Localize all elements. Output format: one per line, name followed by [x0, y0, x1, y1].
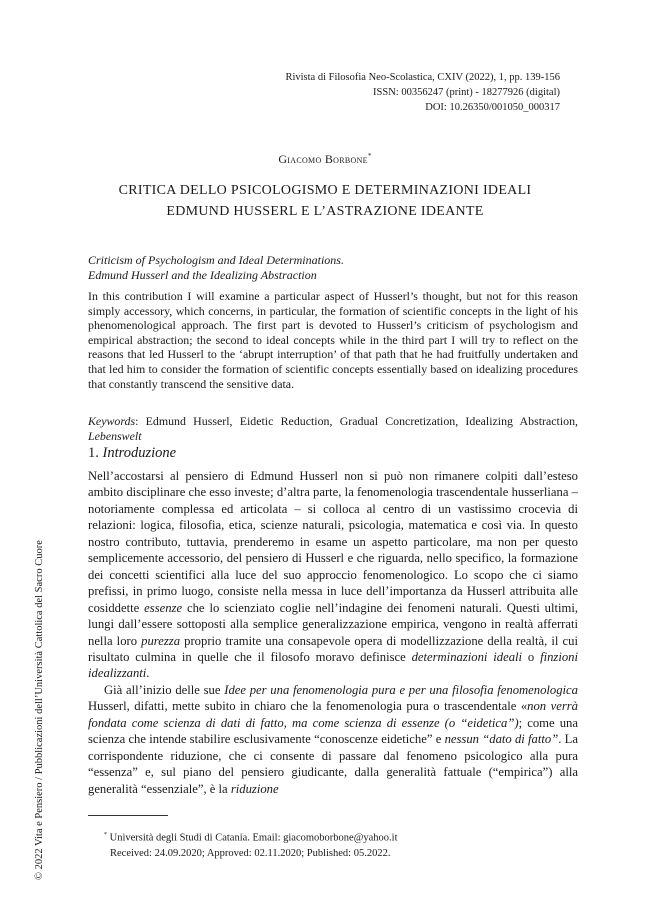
p2-italic-3: nessun “dato di fatto”	[444, 732, 559, 747]
journal-header	[285, 70, 560, 115]
article-title	[0, 180, 650, 222]
english-title	[88, 253, 578, 283]
footnote-affiliation-line	[104, 828, 398, 846]
p2-italic-1: Idee per una fenomenologia pura e per una filosofia fenomenologica	[224, 682, 578, 697]
title-line-2: EDMUND HUSSERL E L’ASTRAZIONE IDEANTE	[166, 204, 484, 219]
p1-text-2: che lo scienziato coglie nell’indagine dei fenomeni naturali. Questi ultimi, lungi dall’essere sottoposti alla semplice generalizzazione empirica, vengono in realtà afferrati nella loro	[88, 600, 578, 648]
footnote	[104, 828, 398, 861]
doi-line: DOI: 10.26350/001050_000317	[425, 102, 560, 113]
section-heading	[88, 445, 176, 462]
side-copyright: © 2022 Vita e Pensiero / Pubblicazioni dell’Università Cattolica del Sacro Cuore	[34, 540, 45, 880]
footnote-dates: Received: 24.09.2020; Approved: 02.11.2020; Published: 05.2022.	[110, 847, 391, 859]
keywords-label: Keywords	[88, 414, 136, 428]
p2-text-4: . La corrispondente riduzione, che ci consente di passare dal fenomeno psicologico alla pura “essenza” e, sul piano del pensiero giudicante, dalla generalità fattuale (“empirica”) alla generalità “essenziale”, è la	[88, 732, 579, 796]
p1-italic-4: finzioni idealizzanti	[88, 649, 578, 681]
p1-italic-2: purezza	[141, 633, 181, 648]
p2-text-1: Già all’inizio delle sue	[104, 682, 225, 697]
section-title: Introduzione	[102, 445, 177, 461]
author-footnote-marker: *	[367, 152, 372, 160]
body-text	[88, 468, 578, 797]
journal-citation: Rivista di Filosofia Neo-Scolastica, CXIV (2022), 1, pp. 139-156	[285, 72, 560, 83]
p2-text-3: ; come una scienza che intende stabilire esclusivamente “conoscenze eidetiche” e	[88, 715, 578, 747]
title-line-1: CRITICA DELLO PSICOLOGISMO E DETERMINAZIONI IDEALI	[118, 183, 532, 198]
p1-text-5: .	[146, 666, 150, 681]
footnote-separator	[88, 815, 168, 816]
p1-italic-1: essenze	[144, 600, 183, 615]
p1-text-1: Nell’accostarsi al pensiero di Edmund Husserl non si può non rimanere colpiti dall’esteso ambito disciplinare che esso investe; d’altra parte, la fenomenologia trascendentale husserliana – notoriamente complessa ed articolata – si colloca al centro di un vastissimo crocevia di relazioni: logica, filosofia, etica, scienze naturali, psicologia, matematica e così via. In questo nostro contributo, tuttavia, prenderemo in esame un aspetto particolare, ma non per questo semplicemente accessorio, del pensiero di Husserl e che riguarda, nello specifico, la formazione dei concetti scientifici alla luce del suo approccio fenomenologico. Lo scopo che ci siamo prefissi, in primo luogo, consiste nella messa in luce dell’importanza da Husserl attribuita alle cosiddette	[88, 469, 578, 615]
section-number: 1.	[88, 445, 99, 461]
keywords	[88, 414, 578, 443]
p1-text-4: o	[522, 649, 541, 664]
keywords-last: Lebenswelt	[88, 428, 142, 443]
author-name-text: Giacomo Borbone	[278, 152, 368, 166]
p2-italic-4: riduzione	[230, 781, 279, 796]
footnote-affiliation: Università degli Studi di Catania. Email: giacomoborbone@yahoo.it	[109, 832, 398, 844]
english-title-line-2: Edmund Husserl and the Idealizing Abstraction	[88, 268, 317, 282]
author-name	[0, 152, 650, 167]
p1-text-3: proprio tramite una consapevole opera di modellizzazione della realtà, il cui risultato culmina in quelle che il filosofo moravo definisce	[88, 633, 578, 664]
abstract: In this contribution I will examine a particular aspect of Husserl’s thought, but not for this reason simply accessory, which concerns, in particular, the formation of scientific concepts in the light of his phenomenological approach. The first part is devoted to Husserl’s criticism of psychologism and empirical abstraction; the second to ideal concepts while in the third part I will try to reflect on the reasons that led Husserl to the ‘abrupt interruption’ of that path that he had fruitfully undertaken and that led him to consider the formation of scientific concepts essentially based on idealizing procedures that constantly transcend the sensitive data.	[88, 289, 578, 391]
paragraph-1	[88, 468, 578, 682]
issn-line: ISSN: 00356247 (print) - 18277926 (digital)	[373, 87, 560, 98]
footnote-marker: *	[104, 832, 107, 838]
english-title-line-1: Criticism of Psychologism and Ideal Determinations.	[88, 253, 344, 267]
p2-text-2: Husserl, difatti, mette subito in chiaro che la fenomenologia pura o trascendentale «	[88, 699, 528, 714]
paragraph-2	[88, 682, 578, 797]
p1-italic-3: determinazioni ideali	[411, 649, 523, 664]
p2-italic-2: non verrà fondata come scienza di dati di fatto, ma come scienza di essenze (o “eidetica”)	[88, 699, 578, 730]
keywords-list: : Edmund Husserl, Eidetic Reduction, Gradual Concretization, Idealizing Abstraction,	[135, 414, 578, 428]
